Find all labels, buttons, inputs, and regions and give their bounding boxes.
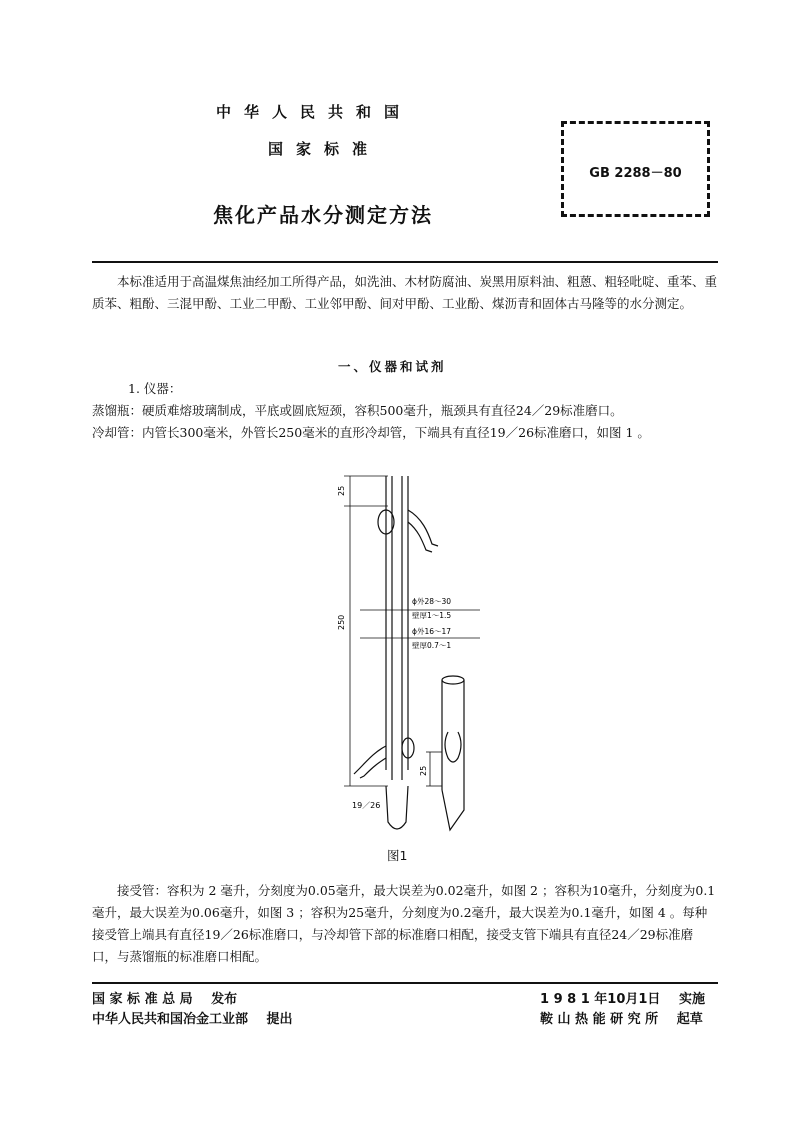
condenser-drawing — [330, 470, 500, 840]
dim-body-label: 250 — [337, 614, 346, 630]
drafter-action: 起草 — [676, 1012, 703, 1027]
issuer-name: 国 家 标 准 总 局 — [92, 992, 193, 1007]
drafter-name: 鞍 山 热 能 研 究 所 — [540, 1012, 659, 1027]
dim-tip-label: 25 — [419, 765, 428, 776]
proposer-name: 中华人民共和国冶金工业部 — [92, 1012, 249, 1027]
intro-paragraph: 本标准适用于高温煤焦油经加工所得产品，如洗油、木材防腐油、炭黑用原料油、粗蒽、粗轻吡啶、重苯、重质苯、粗酚、三混甲酚、工业二甲酚、工业邻甲酚、间对甲酚、工业酚、煤沥青和固体古马隆等的水分测定。 — [92, 274, 718, 311]
country-name: 中华人民共和国 — [216, 103, 413, 121]
proposer — [92, 1008, 293, 1027]
flask-spec: 蒸馏瓶：硬质难熔玻璃制成，平底或圆底短颈，容积500毫升，瓶颈具有直径24／29标准磨口。 — [92, 403, 623, 418]
drafter — [540, 1008, 703, 1027]
header-divider — [92, 261, 718, 263]
dim-top-label: 25 — [337, 485, 346, 496]
proposer-action: 提出 — [266, 1012, 293, 1027]
outer-diameter-label: ϕ外28～30 — [412, 597, 452, 606]
inner-diameter-label: ϕ外16～17 — [412, 627, 452, 636]
condenser-spec: 冷却管：内管长300毫米，外管长250毫米的直形冷却管，下端具有直径19／26标准磨口，如图 1 。 — [92, 425, 650, 440]
figure-1-caption: 图1 — [387, 848, 408, 863]
footer-divider — [92, 982, 718, 984]
figure-1 — [330, 470, 500, 840]
effective-date: 1 9 8 1 年10月1日 — [540, 992, 661, 1007]
effective-action: 实施 — [678, 992, 705, 1007]
joint-label: 19／26 — [352, 801, 381, 810]
page-title: 焦化产品水分测定方法 — [213, 203, 433, 227]
receiver-spec: 接受管：容积为 2 毫升，分刻度为0.05毫升，最大误差为0.02毫升，如图 2 ；容积为10毫升，分刻度为0.1毫升，最大误差为0.06毫升，如图 3 ；容积为25毫升，分刻度为0.2毫升，最大误差为0.1毫升，如图 4 。每种接受管上端具有直径19／26标准磨口，与冷却管下部的标准磨口相配，接受支管下端具有直径24／29标准磨口，与蒸馏瓶的标准磨口相配。 — [92, 883, 716, 964]
section-1-heading: 一、仪器和试剂 — [338, 359, 447, 374]
outer-wall-label: 壁厚1～1.5 — [412, 611, 452, 620]
standard-number: GB 2288－80 — [589, 166, 682, 181]
effective — [540, 988, 705, 1007]
inner-wall-label: 壁厚0.7～1 — [412, 641, 452, 650]
issuer-action: 发布 — [211, 992, 238, 1007]
item-1-label: 1. 仪器： — [128, 381, 182, 396]
issuer — [92, 988, 237, 1007]
standard-type: 国家标准 — [268, 140, 381, 158]
